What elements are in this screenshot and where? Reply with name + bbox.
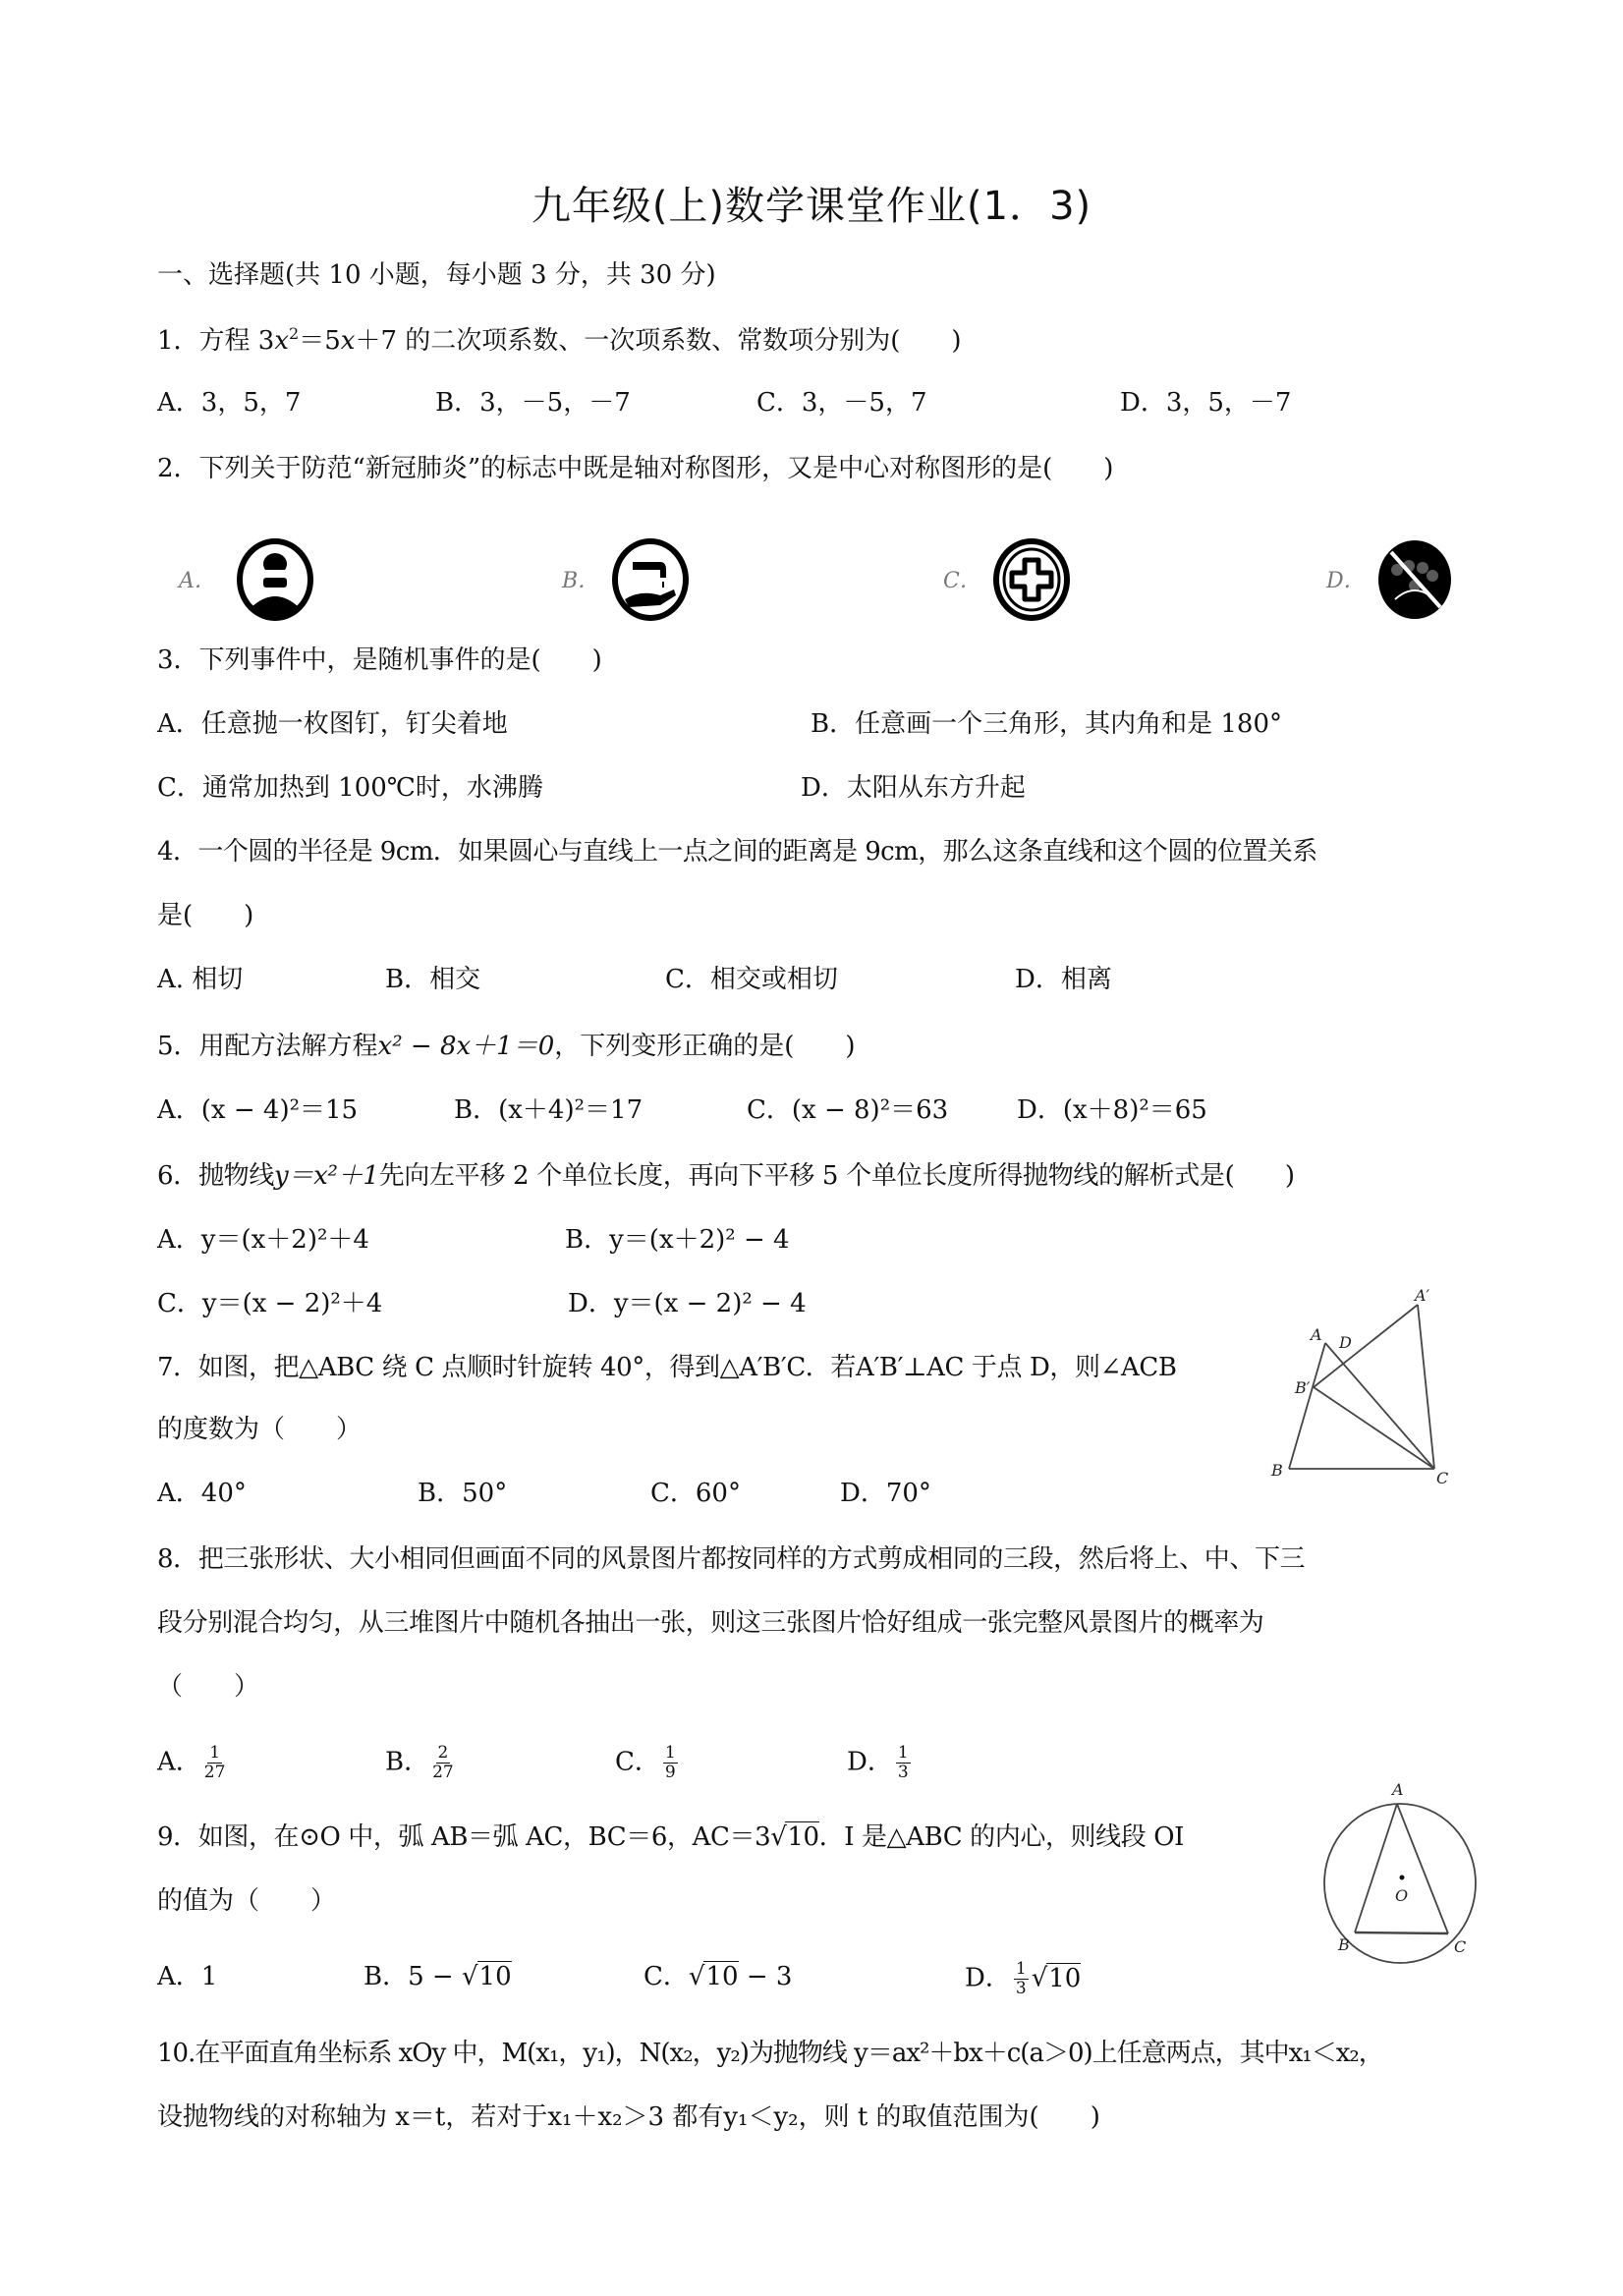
q9-circle-figure bbox=[1316, 1773, 1503, 1970]
q9-d-pre: D． bbox=[965, 1963, 1011, 1993]
q4-option-a[interactable]: A. 相切 bbox=[157, 965, 244, 994]
q2-option-c-label[interactable]: C． bbox=[943, 569, 981, 593]
sqrt-radicand: 10 bbox=[1048, 1963, 1082, 1993]
q5-option-a[interactable]: A．(x − 4)²＝15 bbox=[157, 1095, 359, 1125]
question-1-stem bbox=[157, 324, 962, 358]
q5-option-c[interactable]: C．(x − 8)²＝63 bbox=[747, 1095, 949, 1125]
question-10-stem-line1: 10.在平面直角坐标系 xOy 中，M(x₁，y₁)，N(x₂，y₂)为抛物线 y＝ax²＋bx＋c(a＞0)上任意两点，其中x₁＜x₂， bbox=[157, 2039, 1383, 2068]
q3-option-c[interactable]: C．通常加热到 100℃时，水沸腾 bbox=[157, 773, 543, 803]
question-5-stem bbox=[157, 1030, 856, 1063]
q5-option-b[interactable]: B．(x＋4)²＝17 bbox=[454, 1095, 644, 1125]
q9-b-pre: B．5 − bbox=[364, 1962, 462, 1991]
q1-option-c[interactable]: C．3，－5，7 bbox=[756, 388, 927, 418]
q7-option-b[interactable]: B．50° bbox=[418, 1479, 508, 1508]
q9-option-b[interactable]: B．5 − √10 bbox=[364, 1962, 512, 1991]
label-b: B bbox=[1271, 1461, 1283, 1480]
q7-option-c[interactable]: C．60° bbox=[650, 1479, 741, 1508]
question-10-stem-line2: 设抛物线的对称轴为 x＝t，若对于x₁＋x₂＞3 都有y₁＜y₂，则 t 的取值范围为( ) bbox=[157, 2102, 1100, 2132]
label-b1: B′ bbox=[1295, 1378, 1311, 1397]
q7-rotation-figure bbox=[1267, 1287, 1493, 1493]
q3-option-b[interactable]: B．任意画一个三角形，其内角和是 180° bbox=[811, 709, 1282, 739]
q6-stem-pre: 6．抛物线 bbox=[157, 1161, 275, 1191]
numerator: 1 bbox=[897, 1743, 909, 1763]
numerator: 1 bbox=[664, 1743, 676, 1763]
q6-option-a[interactable]: A．y＝(x＋2)²＋4 bbox=[157, 1225, 369, 1255]
numerator: 1 bbox=[1015, 1959, 1027, 1979]
q4-option-d[interactable]: D．相离 bbox=[1015, 965, 1112, 994]
q8-option-c[interactable] bbox=[615, 1744, 681, 1782]
question-6-stem bbox=[157, 1159, 1295, 1193]
q1-option-b[interactable]: B．3，－5，－7 bbox=[435, 388, 631, 418]
fraction bbox=[432, 1744, 454, 1782]
sqrt-radicand: 10 bbox=[705, 1962, 739, 1991]
fraction bbox=[663, 1744, 678, 1782]
segment-bc bbox=[1355, 1932, 1448, 1933]
question-8-stem-line1: 8．把三张形状、大小相同但画面不同的风景图片都按同样的方式剪成相同的三段，然后将上、中、下三 bbox=[157, 1544, 1306, 1574]
denominator: 27 bbox=[203, 1763, 226, 1782]
q9-stem-pre: 9．如图，在⊙O 中，弧 AB＝弧 AC，BC＝6，AC＝3 bbox=[157, 1822, 771, 1852]
q1-exp: 2 bbox=[289, 324, 300, 343]
q9-option-a[interactable]: A．1 bbox=[157, 1962, 218, 1991]
q6-equation: y＝x²＋1 bbox=[274, 1161, 379, 1191]
question-4-stem-line2: 是( ) bbox=[157, 901, 254, 930]
q1-stem-mid: ＝5 bbox=[299, 326, 341, 356]
label-o: O bbox=[1395, 1886, 1409, 1905]
q1-var: x bbox=[274, 326, 290, 356]
segment-a1b1 bbox=[1314, 1305, 1418, 1387]
q9-c-pre: C． bbox=[644, 1962, 689, 1991]
q8-c-label: C． bbox=[615, 1747, 660, 1777]
face-mask-person-icon[interactable] bbox=[236, 538, 314, 621]
page-title: 九年级(上)数学课堂作业(1．3) bbox=[531, 184, 1092, 229]
question-8-stem-line3: （ ） bbox=[157, 1672, 260, 1702]
fraction bbox=[1014, 1960, 1029, 1998]
question-3-stem: 3．下列事件中，是随机事件的是( ) bbox=[157, 645, 602, 675]
fraction bbox=[896, 1744, 911, 1782]
label-a: A bbox=[1392, 1780, 1404, 1799]
center-point-o bbox=[1400, 1876, 1405, 1880]
denominator: 27 bbox=[432, 1763, 454, 1782]
q5-equation: x² − 8x＋1＝0 bbox=[377, 1032, 555, 1061]
q9-stem-post: ．I 是△ABC 的内心，则线段 OI bbox=[818, 1822, 1185, 1852]
q1-option-d[interactable]: D．3，5，－7 bbox=[1120, 388, 1292, 418]
medical-cross-icon[interactable] bbox=[992, 538, 1071, 621]
q6-stem-post: 先向左平移 2 个单位长度，再向下平移 5 个单位长度所得抛物线的解析式是( ) bbox=[378, 1161, 1295, 1191]
q3-option-a[interactable]: A．任意抛一枚图钉，钉尖着地 bbox=[157, 709, 508, 739]
question-7-stem-line1: 7．如图，把△ABC 绕 C 点顺时针旋转 40°，得到△A′B′C．若A′B′⊥AC 于点 D，则∠ACB bbox=[157, 1353, 1177, 1382]
q8-option-a[interactable] bbox=[157, 1744, 228, 1782]
q1-stem-post: ＋7 的二次项系数、一次项系数、常数项分别为( ) bbox=[355, 326, 962, 356]
denominator: 3 bbox=[1015, 1979, 1027, 1998]
q1-stem-pre: 1．方程 3 bbox=[157, 326, 275, 356]
q9-option-c[interactable]: C．√10 − 3 bbox=[644, 1962, 793, 1991]
q8-d-label: D． bbox=[847, 1747, 893, 1777]
q1-option-a[interactable]: A．3，5，7 bbox=[157, 388, 302, 418]
numerator: 1 bbox=[209, 1743, 221, 1763]
fraction bbox=[204, 1744, 226, 1782]
sqrt-radicand: 10 bbox=[787, 1822, 819, 1852]
segment-a1c bbox=[1418, 1305, 1434, 1469]
q6-option-d[interactable]: D．y＝(x − 2)² − 4 bbox=[568, 1289, 807, 1318]
q4-option-b[interactable]: B．相交 bbox=[385, 965, 481, 994]
sqrt-radicand: 10 bbox=[478, 1962, 512, 1991]
question-9-stem-line2: 的值为（ ） bbox=[157, 1886, 337, 1916]
label-a1: A′ bbox=[1415, 1287, 1430, 1305]
segment-ab bbox=[1289, 1343, 1325, 1469]
q8-b-label: B． bbox=[385, 1747, 430, 1777]
q5-stem-pre: 5．用配方法解方程 bbox=[157, 1032, 378, 1061]
q9-option-d[interactable]: D． $\frac{1}{3}$ √10 bbox=[965, 1959, 1082, 1998]
q2-option-d-label[interactable]: D． bbox=[1326, 569, 1366, 593]
q5-stem-post: ，下列变形正确的是( ) bbox=[554, 1032, 856, 1061]
question-7-stem-line2: 的度数为（ ） bbox=[157, 1415, 363, 1444]
numerator: 2 bbox=[437, 1743, 449, 1763]
q3-option-d[interactable]: D．太阳从东方升起 bbox=[801, 773, 1026, 803]
label-c: C bbox=[1454, 1937, 1467, 1956]
q4-option-c[interactable]: C．相交或相切 bbox=[665, 965, 838, 994]
segment-ab bbox=[1355, 1804, 1397, 1932]
q7-option-a[interactable]: A．40° bbox=[157, 1479, 247, 1508]
no-crowd-gathering-icon[interactable] bbox=[1375, 538, 1454, 621]
denominator: 3 bbox=[897, 1763, 909, 1782]
q6-option-b[interactable]: B．y＝(x＋2)² − 4 bbox=[565, 1225, 790, 1255]
q1-var2: x bbox=[340, 326, 356, 356]
q8-option-b[interactable] bbox=[385, 1744, 457, 1782]
section-header: 一、选择题(共 10 小题，每小题 3 分，共 30 分) bbox=[157, 260, 716, 290]
q2-option-b-label[interactable]: B． bbox=[562, 569, 600, 593]
q8-a-label: A． bbox=[157, 1747, 201, 1777]
label-c: C bbox=[1436, 1469, 1449, 1487]
question-9-stem-line1: 9．如图，在⊙O 中，弧 AB＝弧 AC，BC＝6，AC＝3√10．I 是△ABC 的内心，则线段 OI bbox=[157, 1822, 1185, 1852]
question-8-stem-line2: 段分别混合均匀，从三堆图片中随机各抽出一张，则这三张图片恰好组成一张完整风景图片的概率为 bbox=[157, 1608, 1264, 1638]
question-4-stem-line1: 4．一个圆的半径是 9cm．如果圆心与直线上一点之间的距离是 9cm，那么这条直线和这个圆的位置关系 bbox=[157, 837, 1317, 867]
q7-option-d[interactable]: D．70° bbox=[840, 1479, 931, 1508]
q9-c-post: − 3 bbox=[738, 1962, 793, 1991]
label-b: B bbox=[1338, 1935, 1350, 1954]
hand-washing-faucet-icon[interactable] bbox=[611, 538, 690, 621]
q6-option-c[interactable]: C．y＝(x − 2)²＋4 bbox=[157, 1289, 383, 1318]
segment-ac bbox=[1397, 1804, 1448, 1933]
label-d: D bbox=[1339, 1333, 1352, 1352]
question-2-stem: 2．下列关于防范“新冠肺炎”的标志中既是轴对称图形，又是中心对称图形的是( ) bbox=[157, 454, 1114, 483]
q8-option-d[interactable] bbox=[847, 1744, 914, 1782]
q2-option-a-label[interactable]: A． bbox=[179, 569, 216, 593]
label-a: A bbox=[1311, 1325, 1322, 1344]
denominator: 9 bbox=[664, 1763, 676, 1782]
q5-option-d[interactable]: D．(x＋8)²＝65 bbox=[1017, 1095, 1207, 1125]
